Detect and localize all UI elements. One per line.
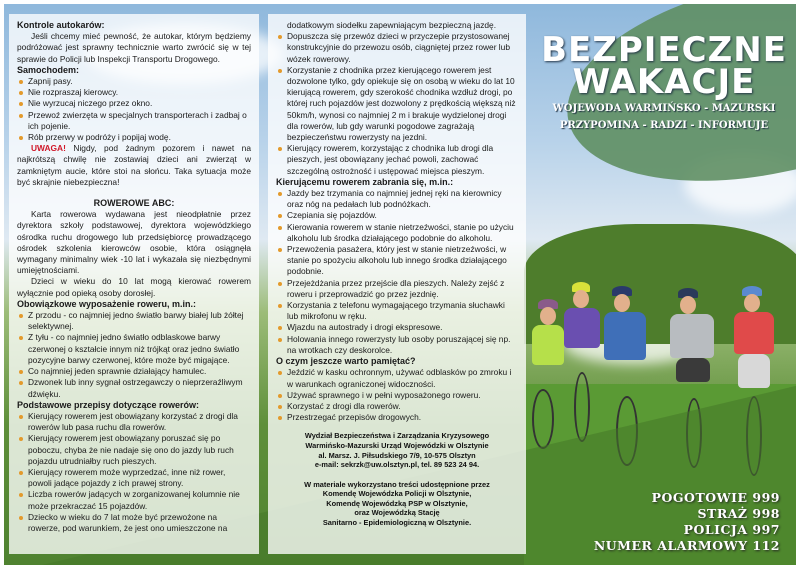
emergency-numbers (594, 490, 780, 554)
zabrania-heading: Kierującemu rowerem zabrania się, m.in.: (276, 176, 454, 187)
wyposazenie-list (17, 310, 251, 400)
list-item: Liczba rowerów jadących w zorganizowanej kolumnie nie może przekraczać 15 pojazdów. (17, 489, 251, 511)
list-item: Nie rozpraszaj kierowcy. (17, 87, 251, 98)
contact-line: Wydział Bezpieczeństwa i Zarządzania Kryzysowego (304, 431, 490, 441)
credits-line: Komendę Wojewódzką PSP w Olsztynie, (326, 498, 468, 508)
list-item: Holowania innego rowerzysty lub osoby poruszającej się np. na wrotkach czy deskorolce. (276, 334, 518, 356)
credits-line: oraz Wojewódzką Stację (354, 508, 440, 518)
abc-text-2: Dzieci w wieku do 10 lat mogą kierować rowerem wyłącznie pod opieką osoby dorosłej. (17, 276, 251, 298)
credits-line: W materiale wykorzystano treści udostępnione przez (304, 479, 490, 489)
emergency-number: POGOTOWIE 999 (651, 490, 780, 505)
title-line-2: WAKACJE (572, 62, 756, 102)
list-item: Używać sprawnego i w pełni wyposażonego roweru. (276, 390, 518, 401)
abc-text-1: Karta rowerowa wydawana jest nieodpłatnie przez dyrektora szkoły podstawowej, dyrektora wojewódzkiego ośrodka ruchu drogowego lub przedsiębiorcę prowadzącego ośrodek szkolenia kierowców osobie, która osiągnęła wymagany minimalny wiek -10 lat i wykazała się niezbędnymi umiejętnościami. (17, 209, 251, 276)
list-item: Korzystania z telefonu wymagającego trzymania słuchawki lub mikrofonu w ręku. (276, 300, 518, 322)
przepisy-list (17, 411, 251, 534)
list-item: Z tyłu - co najmniej jedno światło odblaskowe barwy czerwonej o kształcie innym niż trójkąt oraz jedno światło pozycyjne barwy czerwonej, które może być migające. (17, 332, 251, 366)
middle-column (268, 14, 526, 554)
uwaga-label: UWAGA! (31, 143, 66, 154)
list-item: Wjazdu na autostrady i drogi ekspresowe. (276, 322, 518, 333)
samochodem-heading: Samochodem: (17, 64, 80, 75)
list-item: Kierujący rowerem jest obowiązany korzystać z drogi dla rowerów lub pasa ruchu dla rowerów. (17, 411, 251, 433)
contact-line: Warmińsko-Mazurski Urząd Wojewódzki w Olsztynie (305, 440, 489, 450)
list-item: Zapnij pasy. (17, 76, 251, 87)
title-line-1: BEZPIECZNE (541, 30, 787, 70)
list-item: Kierujący rowerem, korzystając z chodnika lub drogi dla pieszych, jest obowiązany jechać powoli, zachować szczególną ostrożność i ustępować miejsca pieszym. (276, 143, 518, 177)
contact-block (276, 431, 518, 469)
list-item: Z przodu - co najmniej jedno światło barwy białej lub żółtej selektywnej. (17, 310, 251, 332)
list-item: Jazdy bez trzymania co najmniej jednej ręki na kierownicy oraz nóg na pedałach lub podnóżkach. (276, 188, 518, 210)
list-item: Jeździć w kasku ochronnym, używać odblasków po zmroku i w warunkach ograniczonej widoczności. (276, 367, 518, 389)
list-item: Korzystanie z chodnika przez kierującego rowerem jest dozwolone tylko, gdy opiekuje się on osobą w wieku do lat 10 kierującą rowerem, gdy szerokość chodnika wzdłuż drogi, po której ruch pojazdów jest dozwolony z prędkością większą niż 50km/h, wynosi co najmniej 2 m i brakuje wydzielonej drogi dla rowerów, lub gdy warunki pogodowe zagrażają bezpieczeństwu rowerzysty na jezdni. (276, 65, 518, 143)
cover-title-block (534, 30, 794, 132)
list-item: Kierujący rowerem może wyprzedzać, inne niż rower, powoli jadące pojazdy z ich prawej strony. (17, 467, 251, 489)
list-item: Przewożenia pasażera, który jest w stanie nietrzeźwości, w stanie po spożyciu alkoholu lub innego środka działającego podobnie. (276, 244, 518, 278)
left-column (9, 14, 259, 554)
kontrole-heading: Kontrole autokarów: (17, 20, 105, 30)
wyposazenie-heading: Obowiązkowe wyposażenie roweru, m.in.: (17, 298, 197, 309)
list-item: Kierowania rowerem w stanie nietrzeźwości, stanie po użyciu alkoholu lub środka działającego podobnie do alkoholu. (276, 222, 518, 244)
list-item: Korzystać z drogi dla rowerów. (276, 401, 518, 412)
uwaga-paragraph (17, 143, 251, 188)
rules-list (276, 31, 518, 177)
credits-line: Komendę Wojewódzka Policji w Olsztynie, (322, 489, 472, 499)
uwaga-text: Nigdy, pod żadnym pozorem i nawet na najkrótszą chwilę nie zostawiaj dzieci ani zwierząt w zamkniętym aucie, które stoi na słońcu. Taka sytuacja może być skrajnie niebezpieczna! (17, 143, 251, 187)
contact-line: al. Marsz. J. Piłsudskiego 7/9, 10-575 Olsztyn (318, 450, 476, 460)
brochure (4, 4, 796, 565)
kontrole-text: Jeśli chcemy mieć pewność, że autokar, którym będziemy podróżować jest sprawny technicznie warto zwrócić się w tej sprawie do Policji lub Inspekcji Transportu Drogowego. (17, 31, 251, 64)
subtitle-line-1: WOJEWODA WARMIŃSKO - MAZURSKI (552, 103, 776, 114)
przepisy-heading: Podstawowe przepisy dotyczące rowerów: (17, 399, 200, 410)
samochodem-list (17, 76, 251, 143)
list-item: Dopuszcza się przewóz dzieci w przyczepie przystosowanej konstrukcyjnie do przewozu osób, ciągniętej przez rower lub wózek rowerowy. (276, 31, 518, 65)
list-item: Przejeżdżania przez przejście dla pieszych. Należy zejść z roweru i przeprowadzić go przez jezdnię. (276, 278, 518, 300)
credits-line: Sanitarno - Epidemiologiczną w Olsztynie. (322, 518, 472, 528)
abc-heading: ROWEROWE ABC: (93, 198, 175, 209)
list-item: Rób przerwy w podróży i popijaj wodę. (17, 132, 251, 143)
list-item: Dzwonek lub inny sygnał ostrzegawczy o nieprzeraźliwym dźwięku. (17, 377, 251, 399)
list-item: Kierujący rowerem jest obowiązany poruszać się po poboczu, chyba że nie nadaje się ono do jazdy lub ruch pojazdu utrudniałby ruch pieszych. (17, 433, 251, 467)
emergency-number: STRAŻ 998 (697, 506, 780, 521)
contact-line: e-mail: sekrzk@uw.olsztyn.pl, tel. 89 523 24 94. (314, 460, 480, 470)
continued-text: dodatkowym siodełku zapewniającym bezpieczną jazdę. (287, 20, 497, 30)
emergency-number: NUMER ALARMOWY 112 (593, 538, 780, 553)
zabrania-list (276, 188, 518, 356)
pamietac-list (276, 367, 518, 423)
list-item: Czepiania się pojazdów. (276, 210, 518, 221)
subtitle-line-2: PRZYPOMINA - RADZI - INFORMUJE (559, 120, 769, 131)
emergency-number: POLICJA 997 (683, 522, 780, 537)
list-item: Nie wyrzucaj niczego przez okno. (17, 98, 251, 109)
pamietac-heading: O czym jeszcze warto pamiętać? (276, 356, 416, 367)
list-item: Przewoź zwierzęta w specjalnych transporterach i zadbaj o ich pojenie. (17, 110, 251, 132)
credits-block (276, 480, 518, 528)
list-item: Dziecko w wieku do 7 lat może być przewożone na rowerze, pod warunkiem, że jest ono umieszczone na (17, 512, 251, 534)
list-item: Przestrzegać przepisów drogowych. (276, 412, 518, 423)
list-item: Co najmniej jeden sprawnie działający hamulec. (17, 366, 251, 377)
